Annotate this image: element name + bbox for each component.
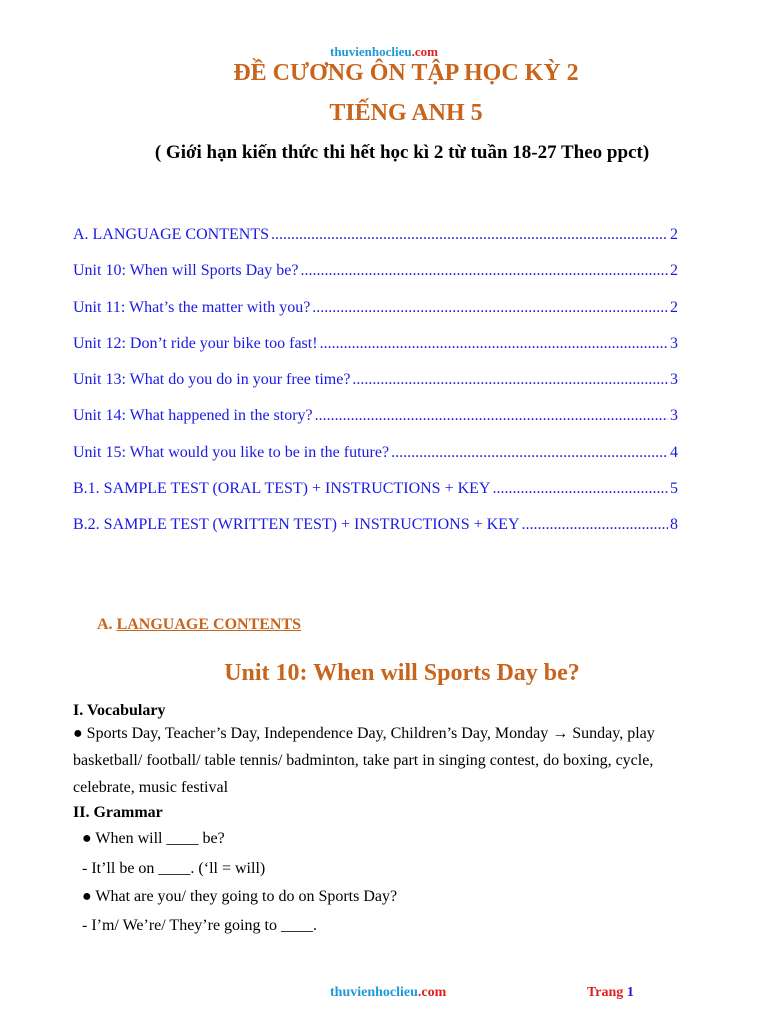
section-title: LANGUAGE CONTENTS — [116, 616, 302, 633]
toc-entry-page: 2 — [670, 298, 678, 316]
footer-page-number — [587, 985, 634, 1001]
toc-entry-label: A. LANGUAGE CONTENTS — [73, 226, 269, 243]
toc-entry-unit-14[interactable] — [73, 407, 681, 443]
toc-leader-dots — [300, 262, 668, 280]
document-subject: TIẾNG ANH 5 — [329, 100, 483, 126]
toc-entry-written-test[interactable] — [73, 516, 681, 552]
site-name: thuvienhoclieu — [330, 44, 412, 59]
toc-entry-label: B.2. SAMPLE TEST (WRITTEN TEST) + INSTRUCTIONS + KEY — [73, 516, 520, 533]
grammar-line: ● When will ____ be? — [82, 830, 225, 847]
toc-entry-unit-15[interactable] — [73, 444, 681, 480]
toc-entry-page: 2 — [670, 262, 678, 280]
section-heading — [97, 616, 301, 634]
vocabulary-text: ● Sports Day, Teacher’s Day, Independence Day, Children’s Day, Monday → Sunday, play basketball/ football/ table tennis/ badminton, take part in singing contest, do boxing, cycle, celebrate, music festival — [73, 725, 655, 796]
toc-entry-label: Unit 14: What happened in the story? — [73, 407, 313, 425]
toc-leader-dots — [522, 516, 669, 534]
site-header — [0, 44, 768, 60]
toc-entry-page: 5 — [670, 479, 678, 497]
toc-entry-unit-12[interactable] — [73, 335, 681, 371]
grammar-line: - I’m/ We’re/ They’re going to ____. — [82, 917, 317, 934]
toc-leader-dots — [320, 335, 668, 353]
grammar-heading: II. Grammar — [73, 804, 163, 821]
toc-entry-label: Unit 11: What’s the matter with you? — [73, 298, 311, 316]
toc-leader-dots — [391, 444, 668, 462]
toc-entry-label: Unit 15: What would you like to be in the future? — [73, 443, 390, 461]
toc-entry-page: 2 — [670, 226, 678, 243]
toc-entry-oral-test[interactable] — [73, 480, 681, 516]
toc-leader-dots — [315, 407, 668, 425]
table-of-contents — [73, 226, 681, 552]
toc-entry-label: Unit 13: What do you do in your free time? — [73, 371, 351, 388]
page-number: 1 — [626, 985, 634, 1000]
toc-leader-dots — [352, 371, 668, 389]
toc-entry-language-contents[interactable] — [73, 226, 681, 262]
footer-site-domain: .com — [417, 985, 447, 1000]
document-title: ĐỀ CƯƠNG ÔN TẬP HỌC KỲ 2 — [233, 60, 579, 86]
unit-title: Unit 10: When will Sports Day be? — [224, 660, 580, 686]
toc-entry-unit-13[interactable] — [73, 371, 681, 407]
grammar-line: - It’ll be on ____. (‘ll = will) — [82, 860, 266, 877]
toc-entry-unit-10[interactable] — [73, 262, 681, 298]
toc-leader-dots — [492, 480, 668, 498]
footer-site-name: thuvienhoclieu — [330, 985, 418, 1000]
toc-entry-page: 3 — [670, 407, 678, 425]
footer-site — [330, 985, 446, 1001]
toc-entry-page: 3 — [670, 371, 678, 388]
grammar-line: ● What are you/ they going to do on Sports Day? — [82, 888, 398, 905]
section-prefix: A. — [97, 616, 117, 633]
site-domain: .com — [411, 44, 438, 59]
toc-entry-label: Unit 10: When will Sports Day be? — [73, 262, 299, 280]
vocabulary-heading: I. Vocabulary — [73, 702, 166, 719]
page-label: Trang — [587, 985, 627, 1000]
toc-entry-label: Unit 12: Don’t ride your bike too fast! — [73, 334, 318, 352]
toc-entry-unit-11[interactable] — [73, 299, 681, 335]
document-scope-note: ( Giới hạn kiến thức thi hết học kì 2 từ tuần 18-27 Theo ppct) — [154, 142, 650, 163]
toc-entry-page: 4 — [670, 443, 678, 461]
toc-leader-dots — [312, 299, 668, 317]
toc-entry-page: 3 — [670, 334, 678, 352]
toc-entry-page: 8 — [670, 516, 678, 533]
toc-leader-dots — [271, 226, 668, 244]
toc-entry-label: B.1. SAMPLE TEST (ORAL TEST) + INSTRUCTIONS + KEY — [73, 479, 491, 497]
